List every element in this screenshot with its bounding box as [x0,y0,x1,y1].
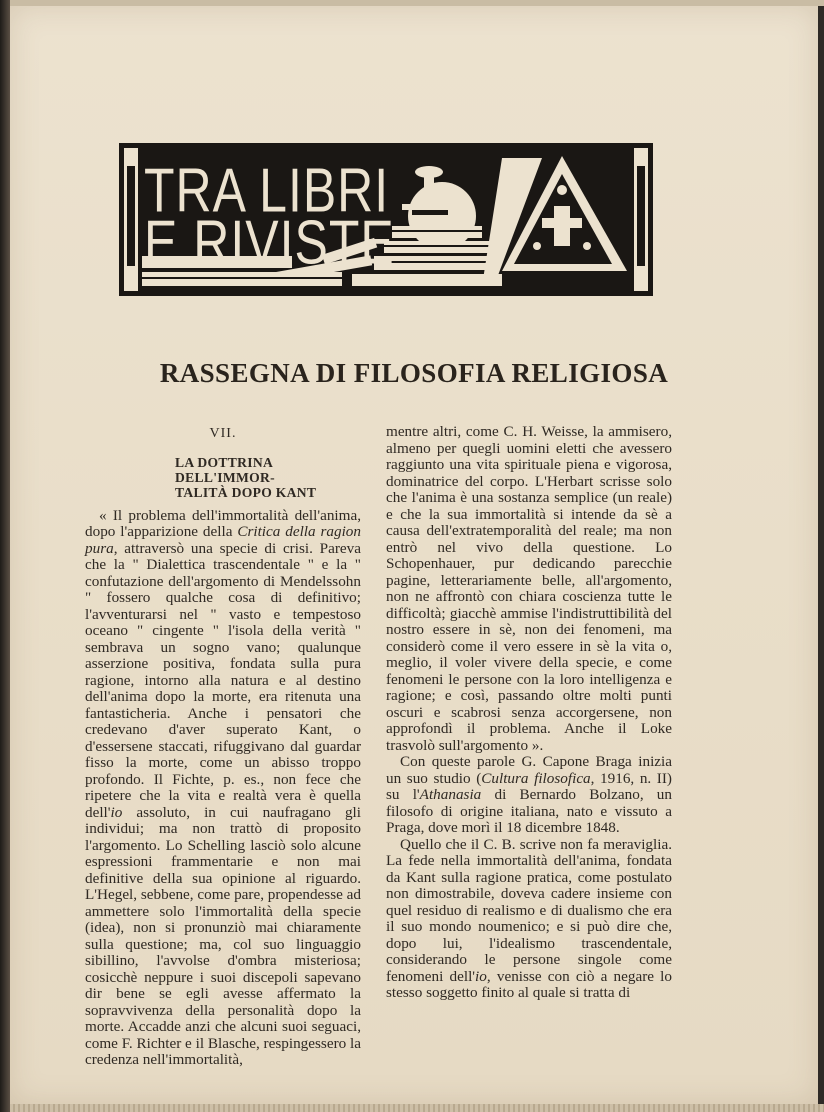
text-run: , 1916, n. II) su l' [386,769,672,803]
text-run: Con queste parole G. Capone Braga inizia un suo studio ( [386,753,672,787]
book-spine [0,0,10,1112]
paragraph: mentre altri, come C. H. Weisse, la ammisero, almeno per quegli uomini eletti che avessero raggiunto una vita spirituale piena e vigorosa, dominatrice del corpo. L'Herbart scrisse solo che l'anima è una sostanza semplice (un reale) e che la sua immortalità si intende da sè a causa dell'extratemporalità del reale; ma non entrò nel vivo della questione. Lo Schopenhauer, pur dedicando parecchie pagine, letterariamente belle, all'argomento, non ne affrontò con chiara coscienza tutte le difficoltà; giacchè ammise l'indistruttibilità del nostro essere in sè, non dei fenomeni, ma considerò come il vero essere in sè la vita o, meglio, il voler vivere della specie, e come fenomeni le persone con la loro intelligenza e ragione; e così, passando oltre molti punti oscuri e scabrosi senza accorgersene, non approfondì il problema. Anche il Loke trasvolò sull'argomento ». [386,423,672,754]
italic-title: Athanasia [419,786,482,803]
italic-title: Critica della ragion pura [85,523,361,557]
section-heading-line-1: LA DOTTRINA DELL'IMMOR- [175,454,275,485]
left-column [85,424,361,1069]
paragraph [386,754,672,837]
banner-title-line-2: E RIVISTE [144,207,395,278]
text-run: « Il problema dell'immortalità dell'anima, dopo l'apparizione della [85,506,361,540]
paragraph [386,837,672,1002]
text-run: Quello che il C. B. scrive non fa meraviglia. La fede nella immortalità dell'anima, fondata da Kant sulla ragione pratica, come postulato non dimostrabile, doveva cadere insieme con quel residuo di realismo e di dualismo che era il suo mondo noumenico; e si può dire che, dopo lui, l'idealismo trascendentale, considerando le persone singole come fenomeni dell' [386,835,672,985]
italic-title: Cultura filosofica [481,769,591,787]
header-banner [119,143,653,296]
page-edge-bottom [10,1104,824,1112]
right-column [386,424,672,1002]
italic-word: io [110,803,123,821]
text-run: assoluto, in cui naufragano gli individui; ma non trattò di proposito l'argomento. Lo Schelling lasciò solo alcune espressioni frammentarie e non mai definitive della sua opinione al riguardo. L'Hegel, sebbene, come pare, propendesse ad ammettere solo l'immortalità della specie (idea), non si pronunziò mai chiaramente sulla questione; ma, col suo linguaggio sibillino, l'avvolse d'ombra misteriosa; cosicchè neppure i suoi discepoli sapevano dir bene se egli avesse affermato la sopravvivenza della personalità dopo la morte. Accadde anzi che alcuni suoi seguaci, come F. Richter e il Blasche, respingessero la credenza nell'immortalità, [85,803,361,1068]
section-number: VII. [209,426,237,441]
text-run: di Bernardo Bolzano, un filosofo di origine italiana, nato e vissuto a Praga, dove morì il 18 dicembre 1848. [386,786,672,836]
text-run: , attraversò una specie di crisi. Pareva che la " Dialettica trascendentale " e la " confutazione dell'argomento di Mendelssohn " fossero qualche cosa di definitivo; l'avventurarsi nel " vasto e tempestoso oceano " cingente " l'isola della verità " sembrava un sogno vano; qualunque asserzione positiva, fondata sulla pura ragione, intorno alla natura e al destino dell'anima dopo la morte, era ritenuta una fantasticheria. Anche i pensatori che credevano d'aver superato Kant, o d'essersene staccati, rifuggivano dal guardar fisso la morte, come un abisso troppo profondo. Il Fichte, p. es., non fece che ripetere che la vita e realtà vera è quella dell' [85,539,361,821]
page-title: RASSEGNA DI FILOSOFIA RELIGIOSA [159,358,669,388]
section-heading [175,455,361,500]
paragraph [85,508,361,1069]
text-run: , venisse con ciò a negare lo stesso soggetto finito al quale si tratta di [386,967,672,1001]
section-heading-line-2: TALITÀ DOPO KANT [175,484,317,500]
magazine-page [10,6,818,1104]
italic-word: io [475,967,487,985]
banner-title-line-1: TRA LIBRI [144,155,390,226]
